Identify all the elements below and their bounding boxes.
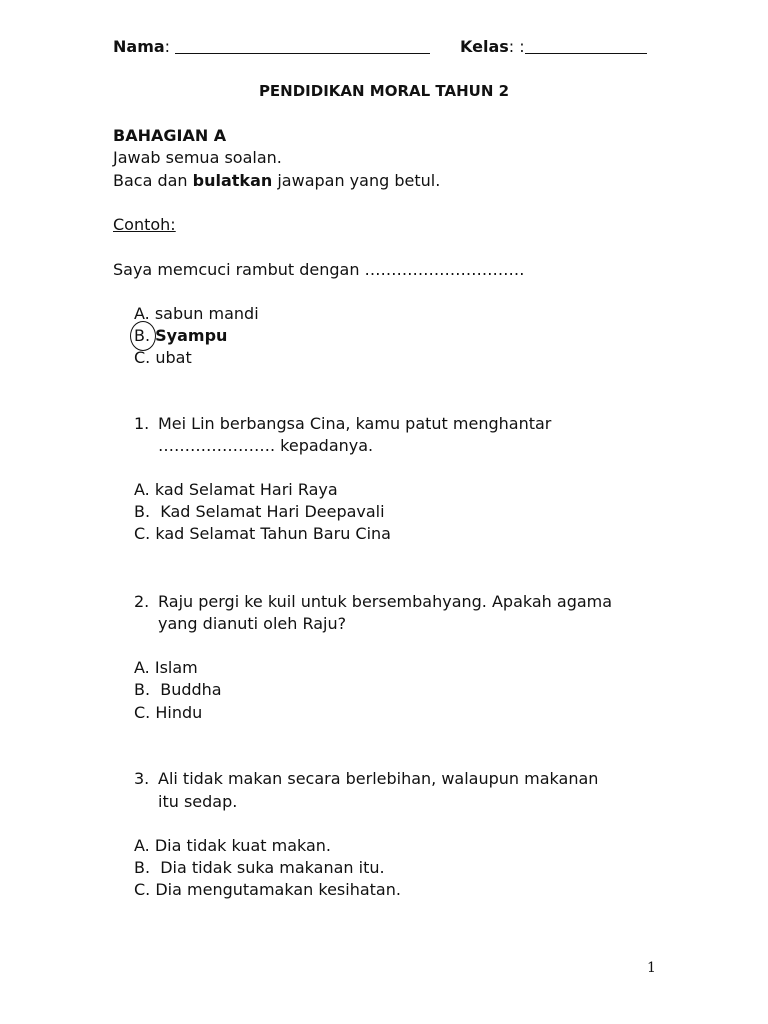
option-letter: B. (134, 858, 151, 877)
question-1-option-b (134, 501, 385, 523)
instruction-1: Jawab semua soalan. (113, 148, 282, 167)
option-text: Dia mengutamakan kesihatan. (155, 880, 401, 899)
option-letter: C. (134, 524, 151, 543)
question-3-line2: itu sedap. (158, 792, 238, 811)
option-text: kad Selamat Tahun Baru Cina (155, 524, 391, 543)
question-2-number: 2. (134, 592, 150, 611)
question-2-option-b (134, 679, 222, 701)
instruction-2-pre: Baca dan (113, 171, 193, 190)
nama-blank-line (175, 53, 430, 54)
instruction-2 (113, 170, 440, 192)
page-title: PENDIDIKAN MORAL TAHUN 2 (258, 82, 510, 100)
option-text: kad Selamat Hari Raya (154, 480, 338, 499)
kelas-separator: : : (508, 37, 525, 56)
example-label: Contoh: (113, 215, 176, 234)
option-letter: C. (134, 703, 151, 722)
option-text: Kad Selamat Hari Deepavali (160, 502, 385, 521)
example-option-c (134, 347, 192, 369)
option-text: ubat (155, 348, 192, 367)
nama-label: Nama (113, 37, 165, 56)
example-option-b (134, 325, 227, 347)
question-1-line1: Mei Lin berbangsa Cina, kamu patut menghantar (158, 414, 552, 433)
instruction-2-bold: bulatkan (192, 171, 273, 190)
option-letter: C. (134, 880, 151, 899)
kelas-label-row (460, 36, 525, 58)
page-number: 1 (647, 960, 656, 976)
option-letter: A. (134, 836, 150, 855)
question-2-option-a (134, 657, 198, 679)
instruction-2-post: jawapan yang betul. (272, 171, 441, 190)
question-2-line1: Raju pergi ke kuil untuk bersembahyang. Apakah agama (158, 592, 613, 611)
example-question: Saya memcuci rambut dengan ………………………… (113, 260, 525, 279)
question-3-option-a (134, 835, 331, 857)
question-3-option-c (134, 879, 401, 901)
section-heading: BAHAGIAN A (113, 126, 227, 145)
question-1-number: 1. (134, 414, 150, 433)
option-text: Hindu (155, 703, 203, 722)
question-3-option-b (134, 857, 385, 879)
option-text: Dia tidak suka makanan itu. (160, 858, 385, 877)
option-text: Dia tidak kuat makan. (154, 836, 332, 855)
question-1-option-a (134, 479, 338, 501)
question-2-line2: yang dianuti oleh Raju? (158, 614, 347, 633)
option-letter: A. (134, 304, 150, 323)
nama-label-row: Nama: (113, 37, 171, 56)
option-letter: B. (134, 680, 151, 699)
kelas-blank-line (525, 53, 647, 54)
option-text: Islam (154, 658, 198, 677)
question-2-option-c (134, 702, 202, 724)
option-letter: A. (134, 480, 150, 499)
question-1-option-c (134, 523, 391, 545)
option-letter: C. (134, 348, 151, 367)
option-text: Syampu (155, 326, 228, 345)
option-letter: B. (134, 326, 151, 345)
kelas-label: Kelas (460, 37, 509, 56)
option-letter: B. (134, 502, 151, 521)
example-option-a (134, 303, 259, 325)
question-1-line2: …………………. kepadanya. (158, 436, 374, 455)
option-letter: A. (134, 658, 150, 677)
option-text: Buddha (160, 680, 222, 699)
option-text: sabun mandi (154, 304, 259, 323)
question-3-line1: Ali tidak makan secara berlebihan, walaupun makanan (158, 769, 599, 788)
question-3-number: 3. (134, 769, 150, 788)
